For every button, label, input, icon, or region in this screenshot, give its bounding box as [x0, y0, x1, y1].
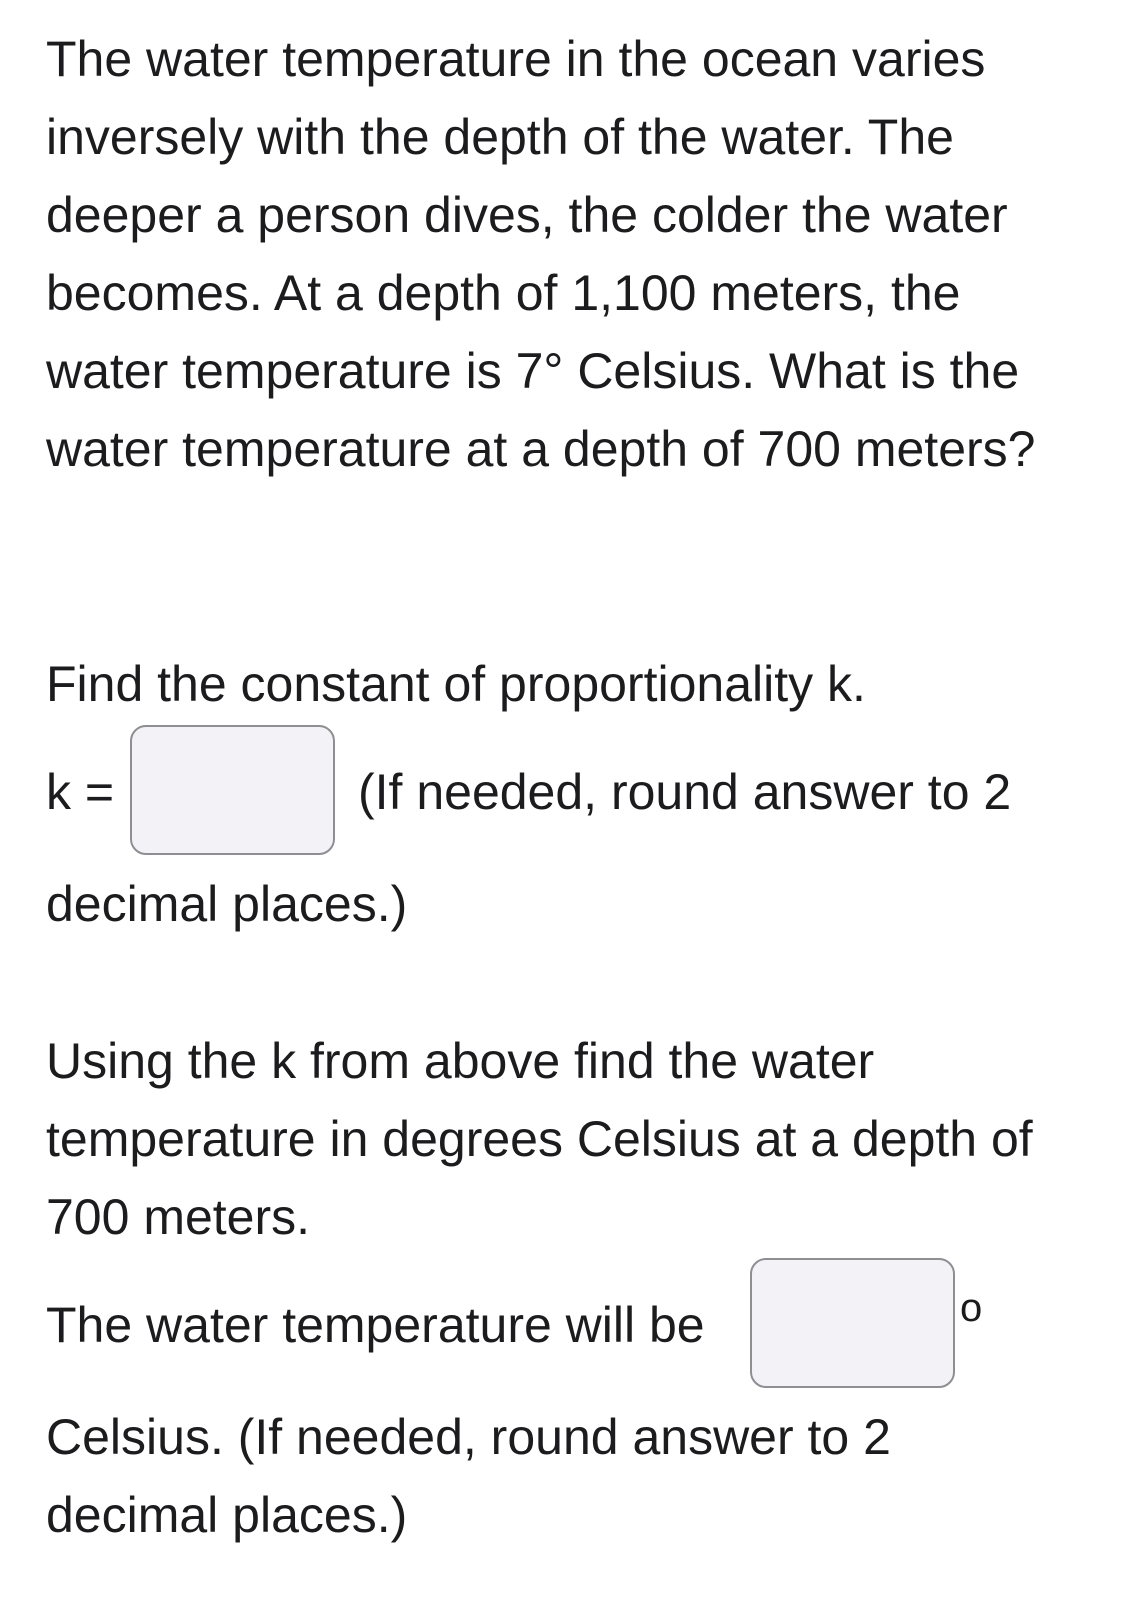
problem-statement: The water temperature in the ocean varies inversely with the depth of the water. The deeper a person dives, the colder the water becomes. At a depth of 1,100 meters, the water temperature is 7° Celsius. What is the water temperature at a depth of 700 meters? [46, 31, 1036, 477]
temperature-answer-row [46, 1258, 1106, 1393]
k-input[interactable] [130, 725, 335, 855]
degree-symbol: o [960, 1286, 983, 1330]
find-k-prompt: Find the constant of proportionality k. [46, 656, 866, 712]
k-answer-row [46, 725, 1106, 860]
k-rounding-hint: (If needed, round answer to 2 [358, 764, 1012, 820]
temperature-label: The water temperature will be [46, 1297, 705, 1353]
k-rounding-hint-continued: decimal places.) [46, 876, 408, 932]
k-label: k = [46, 764, 115, 820]
temperature-prompt: Using the k from above find the water temperature in degrees Celsius at a depth of 700 meters. [46, 1033, 1033, 1245]
temperature-input[interactable] [750, 1258, 955, 1388]
temperature-rounding-hint: Celsius. (If needed, round answer to 2 decimal places.) [46, 1409, 891, 1543]
